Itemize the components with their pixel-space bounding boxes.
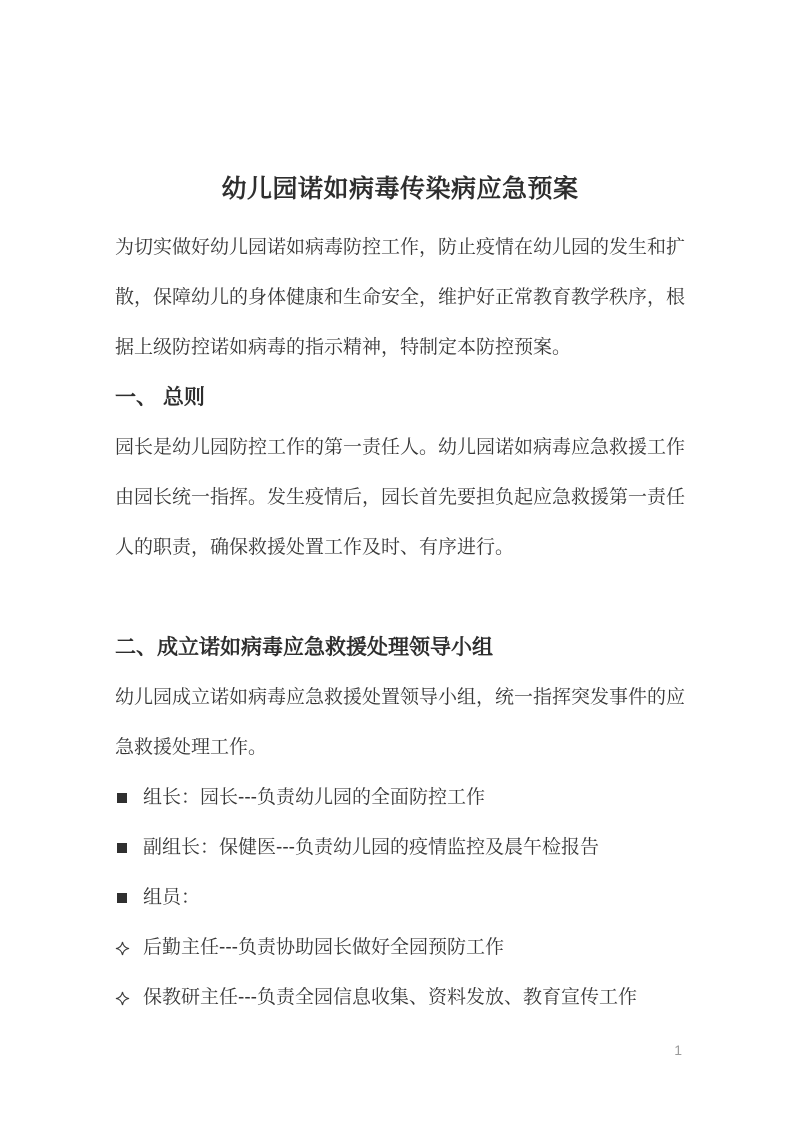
section-1-paragraph: 园长是幼儿园防控工作的第一责任人。幼儿园诺如病毒应急救援工作由园长统一指挥。发生疫情后，园长首先要担负起应急救援第一责任人的职责，确保救援处置工作及时、有序进行。	[115, 437, 686, 558]
star-bullet-icon	[115, 991, 143, 1006]
document-title: 幼儿园诺如病毒传染病应急预案	[221, 175, 579, 203]
list-item-label: 组员：	[143, 887, 201, 908]
list-item-logistics-director	[115, 923, 685, 973]
leader-group-list	[115, 773, 685, 1023]
section-2-paragraph: 幼儿园成立诺如病毒应急救援处置领导小组，统一指挥突发事件的应急救援处理工作。	[115, 687, 686, 758]
list-item-members	[115, 873, 685, 923]
section-1-heading: 一、 总则	[115, 386, 205, 409]
list-item-education-director	[115, 973, 685, 1023]
page-number: 1	[674, 1042, 682, 1058]
square-bullet-icon	[115, 843, 143, 853]
intro-paragraph: 为切实做好幼儿园诺如病毒防控工作，防止疫情在幼儿园的发生和扩散，保障幼儿的身体健康和生命安全，维护好正常教育教学秩序，根据上级防控诺如病毒的指示精神，特制定本防控预案。	[115, 237, 686, 358]
list-item-label: 副组长：保健医---负责幼儿园的疫情监控及晨午检报告	[143, 837, 599, 858]
list-item-deputy-leader	[115, 823, 685, 873]
star-bullet-icon	[115, 941, 143, 956]
section-2-heading: 二、成立诺如病毒应急救援处理领导小组	[115, 636, 493, 659]
list-item-label: 保教研主任---负责全园信息收集、资料发放、教育宣传工作	[143, 987, 637, 1008]
list-item-leader	[115, 773, 685, 823]
list-item-label: 后勤主任---负责协助园长做好全园预防工作	[143, 937, 504, 958]
square-bullet-icon	[115, 793, 143, 803]
square-bullet-icon	[115, 893, 143, 903]
list-item-label: 组长：园长---负责幼儿园的全面防控工作	[143, 787, 485, 808]
